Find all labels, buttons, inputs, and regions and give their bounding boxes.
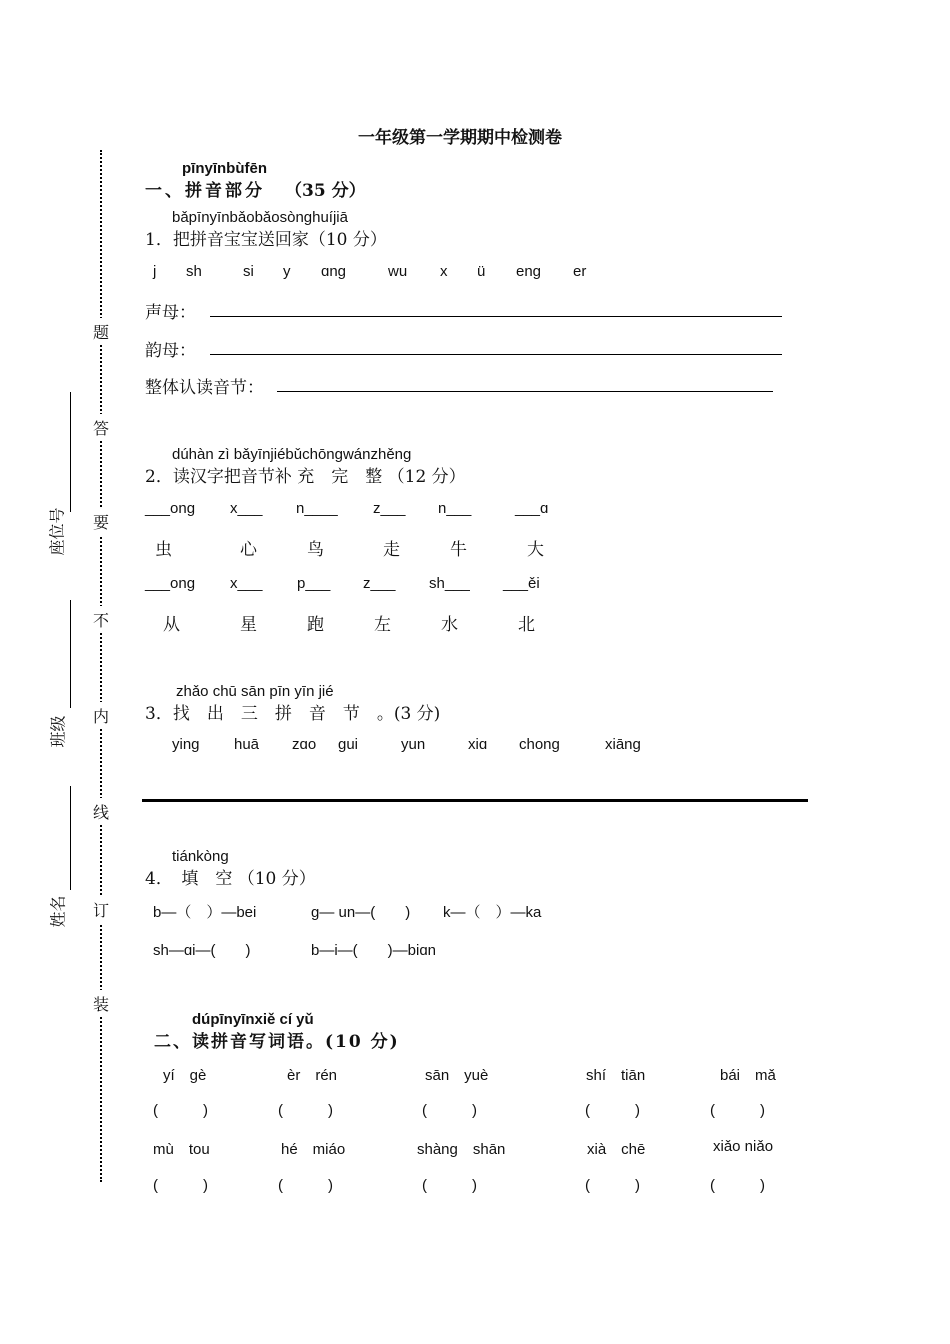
warning-char-ding: 订: [93, 896, 109, 923]
q2-char: 心: [240, 540, 257, 560]
q2-blank[interactable]: n___: [438, 500, 472, 517]
q2-char: 走: [383, 540, 400, 560]
q2-pinyin: dúhàn zì bǎyīnjiébǔchōngwánzhěng: [172, 446, 412, 463]
s2-pinyin: shànɡ shān: [417, 1141, 506, 1158]
q1-letter: y: [283, 263, 291, 280]
q1-letter: sh: [186, 263, 202, 280]
q2-char: 鸟: [307, 540, 324, 560]
s2-pinyin: xiǎo niǎo: [713, 1138, 774, 1155]
warning-char-yao: 要: [93, 508, 109, 535]
q2-char: 北: [518, 615, 535, 635]
s2-pinyin: èr rén: [287, 1067, 338, 1084]
q2-char: 从: [163, 615, 180, 635]
q1-initials-label: 声母：: [145, 303, 196, 323]
s2-answer-blank[interactable]: ( ): [153, 1177, 208, 1194]
q2-char: 左: [374, 615, 391, 635]
q2-blank[interactable]: x___: [230, 575, 263, 592]
section1-heading: 一、拼音部分: [145, 181, 265, 201]
q3-item[interactable]: xiɑ: [468, 736, 488, 753]
q1-letter: enɡ: [516, 263, 542, 280]
q1-finals-blank[interactable]: [210, 336, 782, 355]
q1-text: 1．把拼音宝宝送回家（10 分）: [145, 230, 387, 250]
s2-pinyin: mù tou: [153, 1141, 210, 1158]
s2-answer-blank[interactable]: ( ): [710, 1177, 765, 1194]
q1-initials-blank[interactable]: [210, 298, 782, 317]
s2-pinyin: yí ɡè: [163, 1067, 207, 1084]
q4-item[interactable]: ɡ— un—( ): [311, 904, 411, 921]
section1-score: （35 分）: [285, 181, 366, 201]
s2-answer-blank[interactable]: ( ): [278, 1177, 333, 1194]
q2-blank[interactable]: ___ěi: [503, 575, 540, 592]
q3-pinyin: zhǎo chū sān pīn yīn jié: [176, 683, 334, 700]
q1-letter: j: [153, 263, 157, 280]
s2-answer-blank[interactable]: ( ): [278, 1102, 333, 1119]
q2-blank[interactable]: p___: [297, 575, 331, 592]
section1-pinyin: pīnyīnbùfēn: [182, 160, 267, 177]
q4-text: 4． 填 空 （10 分）: [145, 869, 316, 889]
s2-pinyin: bái mǎ: [720, 1067, 776, 1084]
q4-item[interactable]: k—（ ）—ka: [443, 904, 542, 921]
q2-char: 牛: [450, 540, 467, 560]
warning-char-bu: 不: [93, 606, 109, 633]
seat-number-blank: [70, 392, 71, 512]
q3-text: 3．找 出 三 拼 音 节 。(3 分): [145, 704, 441, 724]
q1-whole-syllable-blank[interactable]: [277, 373, 773, 392]
q2-blank[interactable]: x___: [230, 500, 263, 517]
warning-char-zhuang: 装: [93, 990, 109, 1017]
q2-blank[interactable]: sh___: [429, 575, 470, 592]
section2-heading: 二、读拼音写词语。(10 分): [154, 1032, 400, 1052]
section-divider: [142, 799, 808, 802]
class-label: 班级: [48, 715, 68, 748]
q1-letter: x: [440, 263, 448, 280]
q3-item[interactable]: yun: [401, 736, 426, 753]
q4-item[interactable]: sh—ɑi—( ): [153, 942, 251, 959]
q2-blank[interactable]: n____: [296, 500, 338, 517]
name-label: 姓名: [48, 895, 68, 928]
s2-answer-blank[interactable]: ( ): [153, 1102, 208, 1119]
q1-finals-label: 韵母：: [145, 341, 196, 361]
s2-pinyin: sān yuè: [425, 1067, 489, 1084]
q2-blank[interactable]: z___: [363, 575, 396, 592]
q1-letter: si: [243, 263, 254, 280]
q2-blank[interactable]: ___ɑ: [515, 500, 549, 517]
s2-answer-blank[interactable]: ( ): [585, 1177, 640, 1194]
s2-answer-blank[interactable]: ( ): [710, 1102, 765, 1119]
q4-pinyin: tiánkòng: [172, 848, 229, 865]
q2-char: 星: [240, 615, 257, 635]
warning-char-ti: 题: [93, 318, 109, 345]
warning-char-da: 答: [93, 414, 109, 441]
q1-pinyin: bǎpīnyīnbǎobǎosònghuíjiā: [172, 209, 348, 226]
page-title: 一年级第一学期期中检测卷: [358, 128, 562, 148]
s2-answer-blank[interactable]: ( ): [585, 1102, 640, 1119]
q3-item[interactable]: xiānɡ: [605, 736, 641, 753]
q3-item[interactable]: ɡui: [338, 736, 359, 753]
name-blank: [70, 786, 71, 890]
q2-blank[interactable]: ___onɡ: [145, 575, 196, 592]
s2-answer-blank[interactable]: ( ): [422, 1177, 477, 1194]
q1-whole-syllable-label: 整体认读音节：: [145, 378, 264, 398]
q1-letter: er: [573, 263, 587, 280]
s2-pinyin: shí tiān: [586, 1067, 646, 1084]
q4-item[interactable]: b—i—( )—biɑn: [311, 942, 437, 959]
q2-char: 跑: [307, 615, 324, 635]
q3-item[interactable]: zɑo: [292, 736, 317, 753]
q1-letter: wu: [388, 263, 408, 280]
q4-item[interactable]: b—（ ）—bei: [153, 904, 257, 921]
q1-letter: ü: [477, 263, 486, 280]
q2-blank[interactable]: z___: [373, 500, 406, 517]
s2-answer-blank[interactable]: ( ): [422, 1102, 477, 1119]
section2-pinyin: dúpīnyīnxiě cí yǔ: [192, 1011, 314, 1028]
s2-pinyin: xià chē: [587, 1141, 646, 1158]
q2-char: 大: [527, 540, 544, 560]
q2-blank[interactable]: ___onɡ: [145, 500, 196, 517]
seat-number-label: 座位号: [47, 507, 67, 556]
q3-item[interactable]: huā: [234, 736, 260, 753]
q3-item[interactable]: yinɡ: [172, 736, 200, 753]
q3-item[interactable]: chonɡ: [519, 736, 560, 753]
q2-char: 水: [441, 615, 458, 635]
s2-pinyin: hé miáo: [281, 1141, 346, 1158]
class-blank: [70, 600, 71, 708]
warning-char-nei: 内: [93, 702, 109, 729]
warning-char-xian: 线: [93, 798, 109, 825]
dotted-binding-line: [100, 150, 102, 1182]
q2-text: 2．读汉字把音节补 充 完 整 （12 分）: [145, 467, 466, 487]
q2-char: 虫: [155, 540, 172, 560]
q1-letter: ɑng: [321, 263, 347, 280]
